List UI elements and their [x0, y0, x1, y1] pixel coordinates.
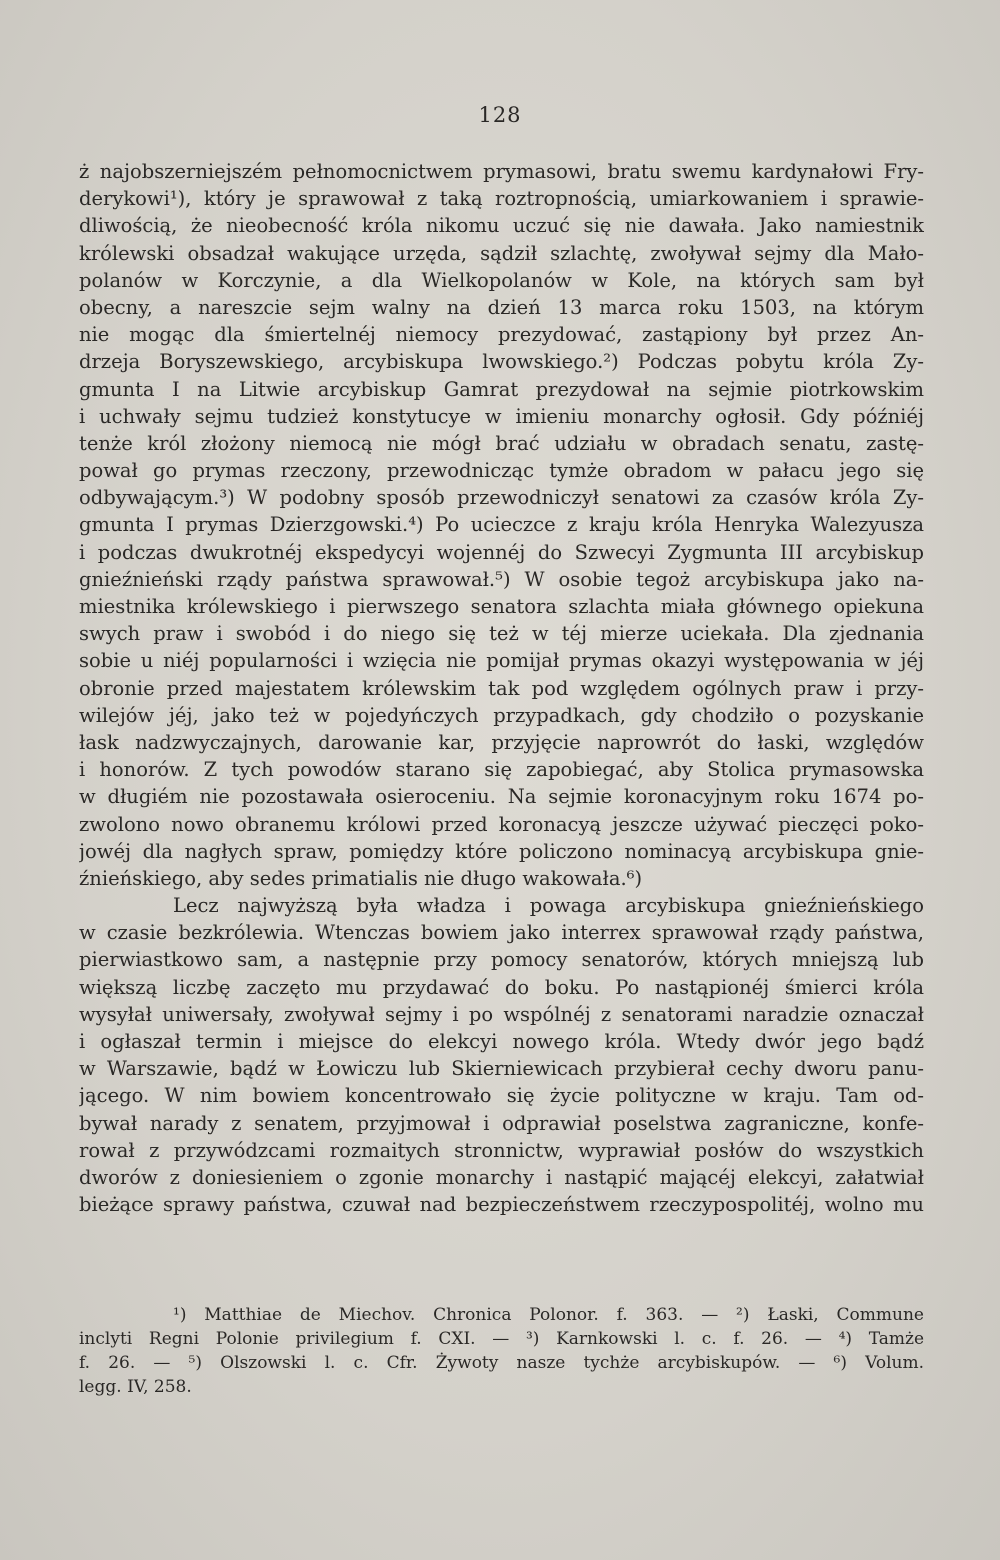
text-line: obronie przed majestatem królewskim tak pod względem ogólnych praw i przy-	[79, 676, 924, 700]
text-line: i podczas dwukrotnéj ekspedycyi wojennéj do Szwecyi Zygmunta III arcybiskup	[79, 540, 924, 564]
text-line: ż najobszerniejszém pełnomocnictwem prymasowi, bratu swemu kardynałowi Fry-	[79, 160, 924, 183]
text-line: dliwością, że nieobecność króla nikomu uczuć się nie dawała. Jako namiestnik	[79, 214, 924, 238]
text-line: nie mogąc dla śmiertelnéj niemocy prezydować, zastąpiony był przez An-	[79, 323, 924, 347]
text-line: obecny, a nareszcie sejm walny na dzień 13 marca roku 1503, na którym	[79, 295, 924, 319]
page-number: 128	[478, 103, 522, 127]
text-line: w długiém nie pozostawała osieroceniu. Na sejmie koronacyjnym roku 1674 po-	[79, 785, 924, 809]
text-line: łask nadzwyczajnych, darowanie kar, przyjęcie naprowrót do łaski, względów	[79, 730, 924, 754]
text-line: i honorów. Z tych powodów starano się zapobiegać, aby Stolica prymasowska	[79, 758, 924, 782]
text-line: tenże król złożony niemocą nie mógł brać udziału w obradach senatu, zastę-	[79, 431, 924, 455]
text-line: bywał narady z senatem, przyjmował i odprawiał poselstwa zagraniczne, konfe-	[79, 1111, 924, 1135]
text-line: bieżące sprawy państwa, czuwał nad bezpieczeństwem rzeczypospolitéj, wolno mu	[79, 1193, 924, 1217]
text-line: drzeja Boryszewskiego, arcybiskupa lwowskiego.²) Podczas pobytu króla Zy-	[79, 350, 924, 374]
text-line: swych praw i swobód i do niego się też w téj mierze uciekała. Dla zjednania	[79, 622, 924, 646]
footnotes	[79, 1303, 924, 1399]
text-line: jowéj dla nagłych spraw, pomiędzy które policzono nominacyą arcybiskupa gnie-	[79, 839, 924, 863]
text-line: królewski obsadzał wakujące urzęda, sądził szlachtę, zwoływał sejmy dla Mało-	[79, 241, 924, 265]
text-line: źnieńskiego, aby sedes primatialis nie długo wakowała.⁶)	[79, 866, 643, 890]
text-line: w Warszawie, bądź w Łowiczu lub Skierniewicach przybierał cechy dworu panu-	[79, 1057, 924, 1081]
text-line: gmunta I prymas Dzierzgowski.⁴) Po ucieczce z kraju króla Henryka Walezyusza	[79, 513, 924, 537]
text-line: odbywającym.³) W podobny sposób przewodniczył senatowi za czasów króla Zy-	[79, 486, 924, 510]
text-line: Lecz najwyższą była władza i powaga arcybiskupa gnieźnieńskiego	[173, 894, 924, 918]
footnote-line: ¹) Matthiae de Miechov. Chronica Polonor. f. 363. — ²) Łaski, Commune	[173, 1305, 924, 1325]
body-text	[79, 158, 924, 1218]
text-line: i uchwały sejmu tudzież konstytucye w imieniu monarchy ogłosił. Gdy późniéj	[79, 404, 924, 428]
text-line: pierwiastkowo sam, a następnie przy pomocy senatorów, których mniejszą lub	[79, 948, 924, 972]
text-line: w czasie bezkrólewia. Wtenczas bowiem jako interrex sprawował rządy państwa,	[79, 921, 924, 945]
text-line: gmunta I na Litwie arcybiskup Gamrat prezydował na sejmie piotrkowskim	[79, 377, 924, 401]
text-line: rował z przywódzcami rozmaitych stronnictw, wyprawiał posłów do wszystkich	[79, 1138, 924, 1162]
text-line: wilejów jéj, jako też w pojedyńczych przypadkach, gdy chodziło o pozyskanie	[79, 703, 924, 727]
text-line: miestnika królewskiego i pierwszego senatora szlachta miała głównego opiekuna	[79, 595, 924, 618]
text-line: sobie u niéj popularności i wzięcia nie pomijał prymas okazyi występowania w jéj	[79, 649, 924, 673]
text-line: dworów z doniesieniem o zgonie monarchy i nastąpić mającéj elekcyi, załatwiał	[79, 1165, 924, 1189]
footnote-line: f. 26. — ⁵) Olszowski l. c. Cfr. Żywoty nasze tychże arcybiskupów. — ⁶) Volum.	[79, 1353, 924, 1373]
text-line: zwolono nowo obranemu królowi przed koronacyą jeszcze używać pieczęci poko-	[79, 812, 924, 836]
text-line: i ogłaszał termin i miejsce do elekcyi nowego króla. Wtedy dwór jego bądź	[79, 1030, 924, 1053]
text-line: derykowi¹), który je sprawował z taką roztropnością, umiarkowaniem i sprawie-	[79, 187, 924, 211]
text-line: pował go prymas rzeczony, przewodnicząc tymże obradom w pałacu jego się	[79, 459, 924, 483]
footnote-line: legg. IV, 258.	[79, 1377, 192, 1397]
text-line: wysyłał uniwersały, zwoływał sejmy i po wspólnéj z senatorami naradzie oznaczał	[79, 1002, 924, 1026]
text-line: gnieźnieński rządy państwa sprawował.⁵) W osobie tegoż arcybiskupa jako na-	[79, 567, 924, 591]
footnote-line: inclyti Regni Polonie privilegium f. CXI. — ³) Karnkowski l. c. f. 26. — ⁴) Tamże	[79, 1329, 924, 1349]
text-line: polanów w Korczynie, a dla Wielkopolanów w Kole, na których sam był	[79, 268, 924, 292]
text-line: jącego. W nim bowiem koncentrowało się życie polityczne w kraju. Tam od-	[79, 1084, 924, 1108]
text-line: większą liczbę zaczęto mu przydawać do boku. Po nastąpionéj śmierci króla	[79, 975, 924, 999]
